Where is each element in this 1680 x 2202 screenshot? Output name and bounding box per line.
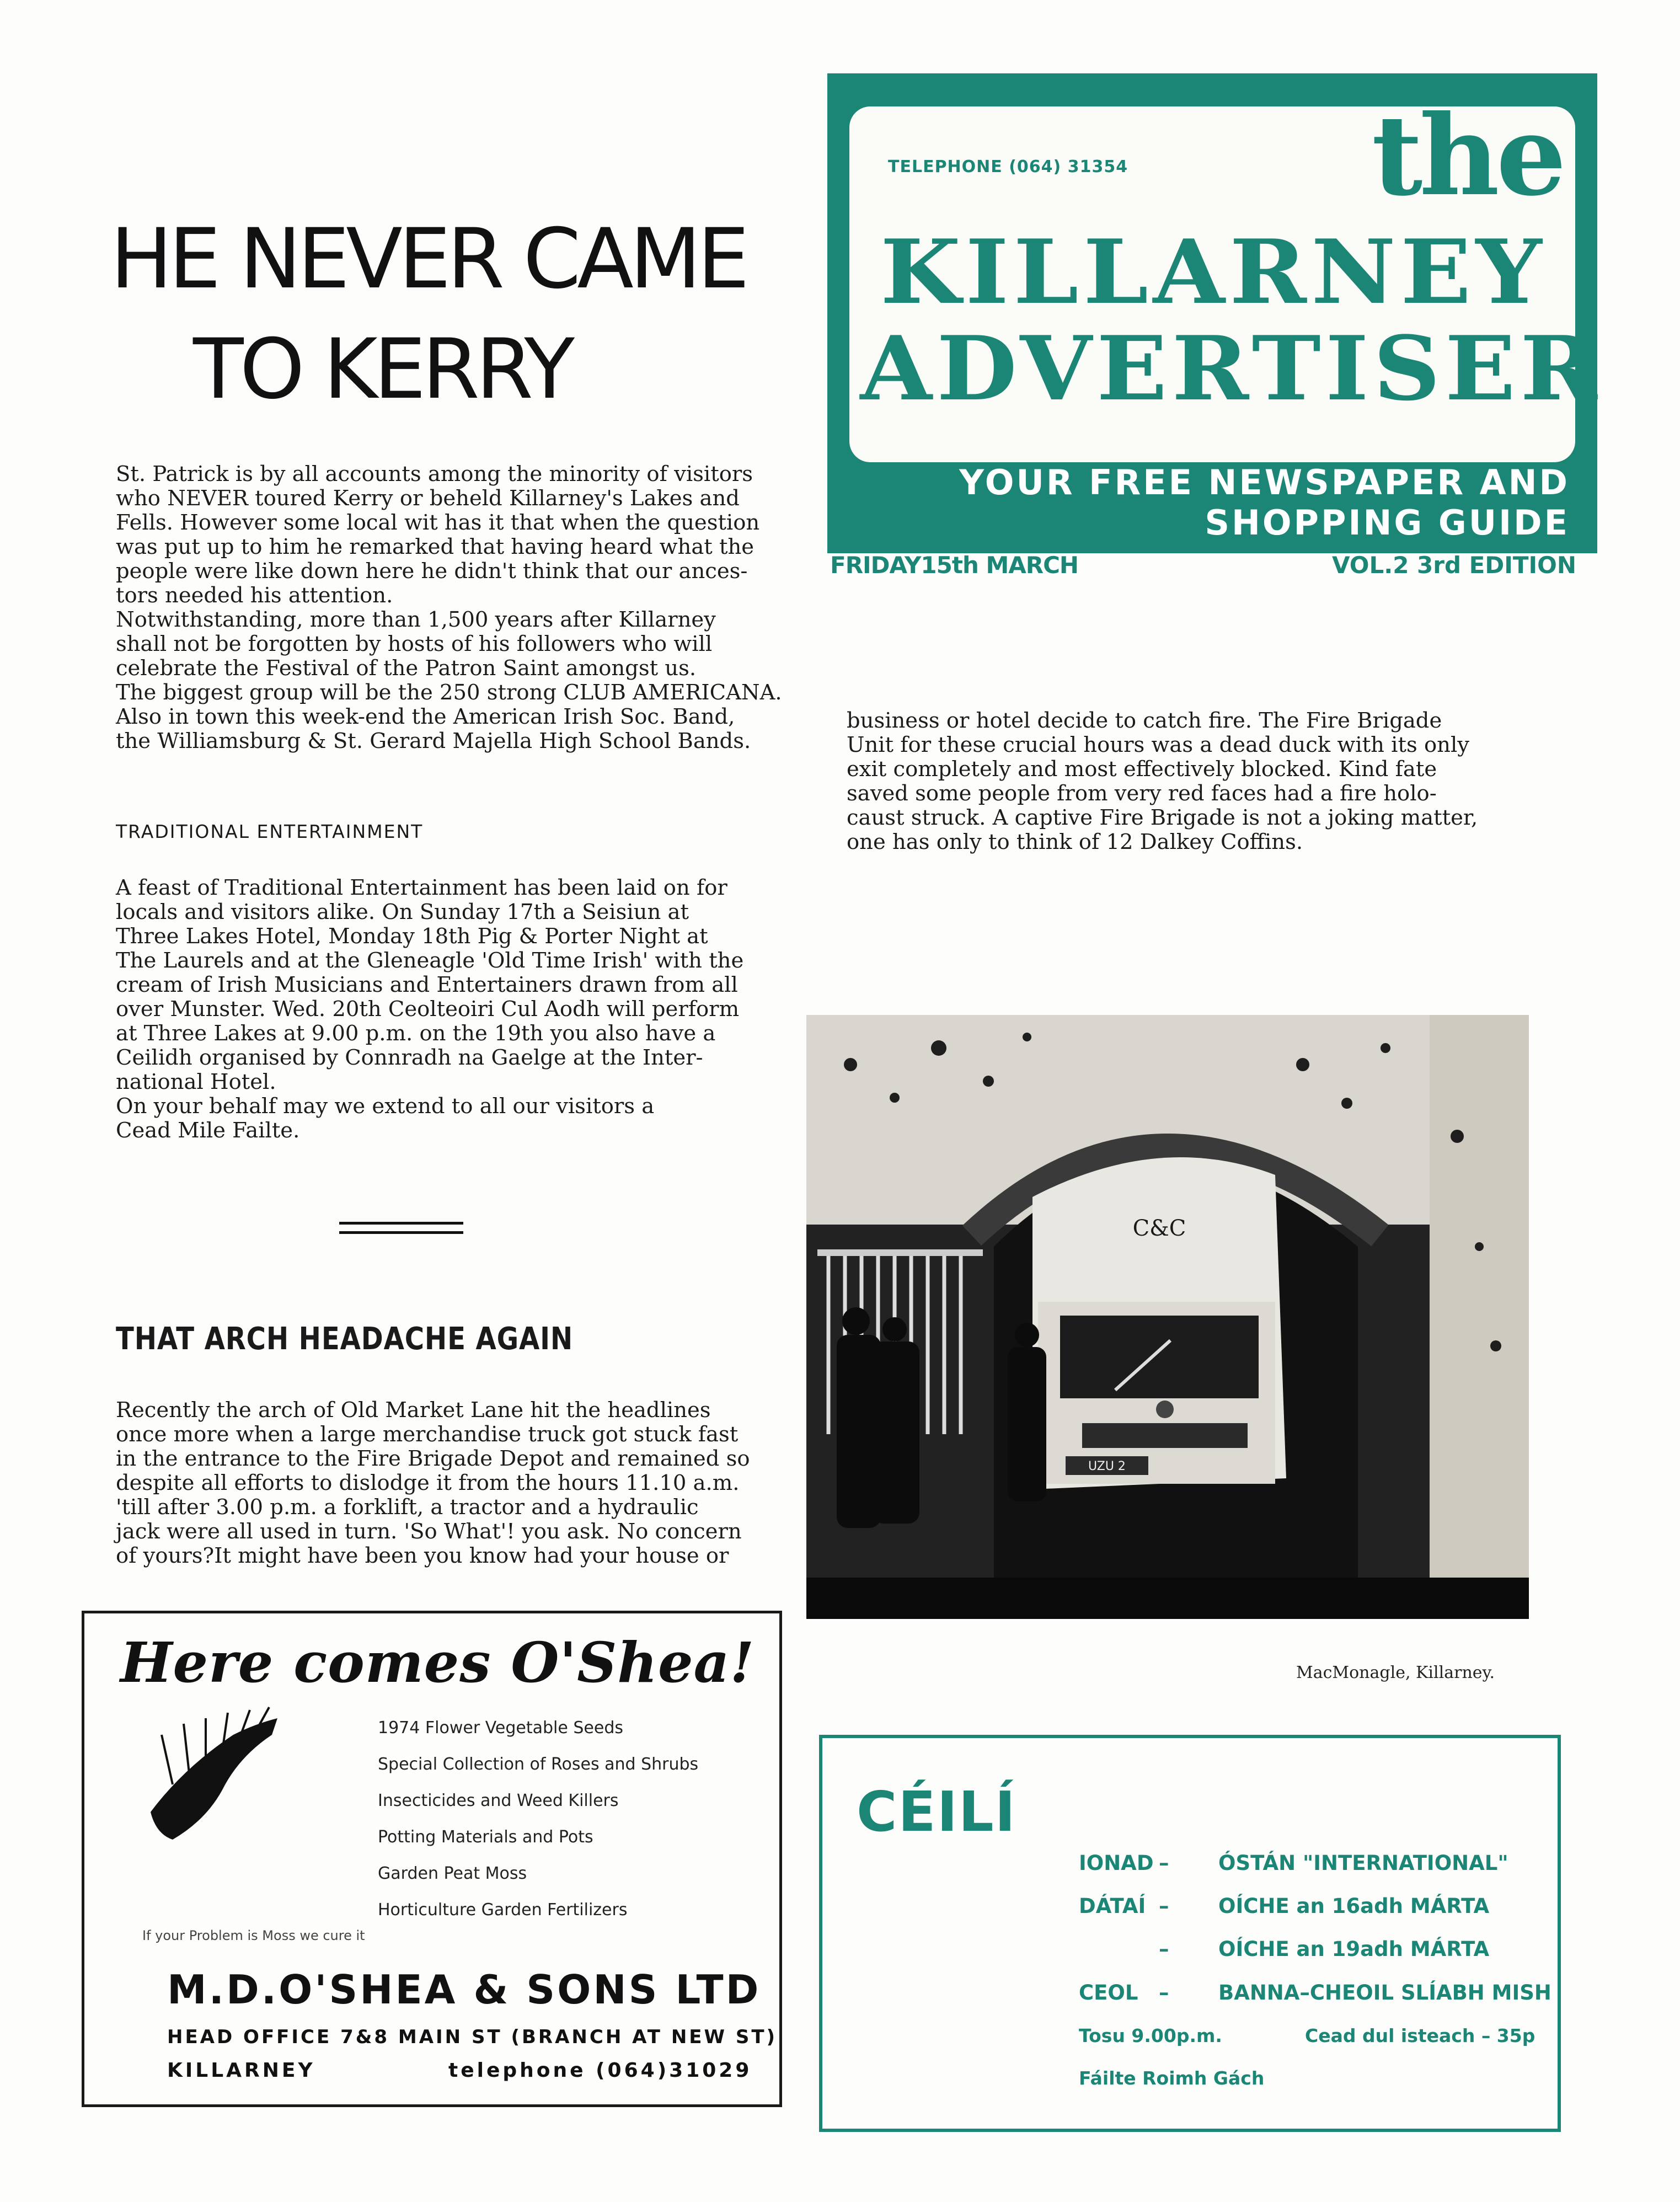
- masthead-title-advertiser: ADVERTISER: [860, 317, 1602, 420]
- oshea-ad-title: Here comes O'Shea!: [120, 1630, 755, 1695]
- headline-line-2: TO KERRY: [193, 322, 571, 418]
- oshea-company-name: M.D.O'SHEA & SONS LTD: [167, 1966, 761, 2013]
- section-divider: [339, 1222, 463, 1234]
- masthead-tagline-1: YOUR FREE NEWSPAPER AND: [959, 462, 1570, 503]
- photo-truck-in-arch: [806, 1015, 1529, 1619]
- ceili-start-time: Tosu 9.00p.m.: [1079, 2025, 1222, 2046]
- ceili-entry-price: Cead dul isteach – 35p: [1305, 2025, 1535, 2046]
- list-item: Potting Materials and Pots: [378, 1827, 593, 1847]
- ceili-value: OÍCHE an 19adh MÁRTA: [1218, 1937, 1490, 1961]
- masthead-telephone: TELEPHONE (064) 31354: [888, 157, 1128, 177]
- ceili-title: CÉILÍ: [857, 1779, 1016, 1844]
- ceili-label: CEOL: [1079, 1981, 1138, 2005]
- list-item: Garden Peat Moss: [378, 1864, 527, 1883]
- photo-illustration: [806, 1015, 1529, 1619]
- issue-volume: VOL.2 3rd EDITION: [1332, 552, 1576, 579]
- ceili-dash: –: [1159, 1894, 1169, 1918]
- masthead-panel: [849, 91, 1602, 462]
- masthead: [827, 73, 1602, 553]
- oshea-address: HEAD OFFICE 7&8 MAIN ST (BRANCH AT NEW ST): [167, 2026, 778, 2048]
- masthead-tagline-2: SHOPPING GUIDE: [1205, 503, 1570, 543]
- grass-icon: [140, 1702, 283, 1845]
- ceili-dash: –: [1159, 1851, 1169, 1875]
- arch-article-continued: business or hotel decide to catch fire. The Fire Brigade Unit for these crucial hours was a dead duck with its only exit completely and most effectively blocked. Kind fate saved some people from very red faces had a fire holo- caust struck. A captive Fire Brigade is not a joking matter, one has only to think of 12 Dalkey Coffins.: [847, 708, 1478, 854]
- issue-date: FRIDAY15th MARCH: [830, 552, 1079, 579]
- oshea-town: KILLARNEY: [167, 2059, 315, 2082]
- list-item: Special Collection of Roses and Shrubs: [378, 1755, 699, 1774]
- ceili-welcome: Fáilte Roimh Gách: [1079, 2067, 1265, 2089]
- ceili-advertisement: [819, 1735, 1561, 2132]
- oshea-telephone: telephone (064)31029: [448, 2059, 752, 2082]
- oshea-advertisement: [82, 1611, 782, 2107]
- ceili-label: IONAD: [1079, 1851, 1154, 1875]
- photo-truck-sign: C&C: [1132, 1216, 1186, 1241]
- ceili-dash: –: [1159, 1937, 1169, 1961]
- headline-arch-headache: THAT ARCH HEADACHE AGAIN: [116, 1321, 574, 1357]
- oshea-moss-line: If your Problem is Moss we cure it: [142, 1928, 365, 1943]
- list-item: Insecticides and Weed Killers: [378, 1791, 619, 1810]
- list-item: Horticulture Garden Fertilizers: [378, 1900, 628, 1920]
- ceili-value: OÍCHE an 16adh MÁRTA: [1218, 1894, 1490, 1918]
- headline-line-1: HE NEVER CAME: [110, 211, 746, 307]
- list-item: 1974 Flower Vegetable Seeds: [378, 1718, 623, 1738]
- ceili-value: BANNA–CHEOIL SLÍABH MISH: [1218, 1981, 1551, 2005]
- ceili-value: ÓSTÁN "INTERNATIONAL": [1218, 1851, 1508, 1875]
- arch-article-paragraph: Recently the arch of Old Market Lane hit the headlines once more when a large merchandise truck got stuck fast in the entrance to the Fire Brigade Depot and remained so despite all efforts to dislodge it from the hours 11.10 a.m. 'till after 3.00 p.m. a forklift, a tractor and a hydraulic jack were all used in turn. 'So What'! you ask. No concern of yours?It might have been you know had your house or: [116, 1398, 750, 1568]
- ceili-label: DÁTAÍ: [1079, 1894, 1146, 1918]
- oshea-product-list: [378, 1710, 698, 1928]
- photo-plate: UZU 2: [1088, 1460, 1126, 1473]
- subheading-traditional-entertainment: TRADITIONAL ENTERTAINMENT: [116, 821, 424, 842]
- headline-he-never-came-to-kerry: [110, 204, 772, 425]
- ceili-dash: –: [1159, 1981, 1169, 2005]
- masthead-the: the: [1371, 91, 1563, 221]
- traditional-entertainment-paragraph: A feast of Traditional Entertainment has been laid on for locals and visitors alike. On Sunday 17th a Seisiun at Three Lakes Hotel, Monday 18th Pig & Porter Night at The Laurels and at the Gleneagle 'Old Time Irish' with the cream of Irish Musicians and Entertainers drawn from all over Munster. Wed. 20th Ceolteoiri Cul Aodh will perform at Three Lakes at 9.00 p.m. on the 19th you also have a Ceilidh organised by Connradh na Gaelge at the Inter- national Hotel. On your behalf may we extend to all our visitors a Cead Mile Failte.: [116, 875, 744, 1143]
- masthead-title-killarney: KILLARNEY: [880, 220, 1547, 324]
- article-intro-paragraph: St. Patrick is by all accounts among the minority of visitors who NEVER toured Kerry or beheld Killarney's Lakes and Fells. However some local wit has it that when the question was put up to him he remarked that having heard what the people were like down here he didn't think that our ances- tors needed his attention. Notwithstanding, more than 1,500 years after Killarney shall not be forgotten by hosts of his followers who will celebrate the Festival of the Patron Saint amongst us. The biggest group will be the 250 strong CLUB AMERICANA. Also in town this week-end the American Irish Soc. Band, the Williamsburg & St. Gerard Majella High School Bands.: [116, 462, 782, 753]
- photo-caption: MacMonagle, Killarney.: [1296, 1663, 1495, 1682]
